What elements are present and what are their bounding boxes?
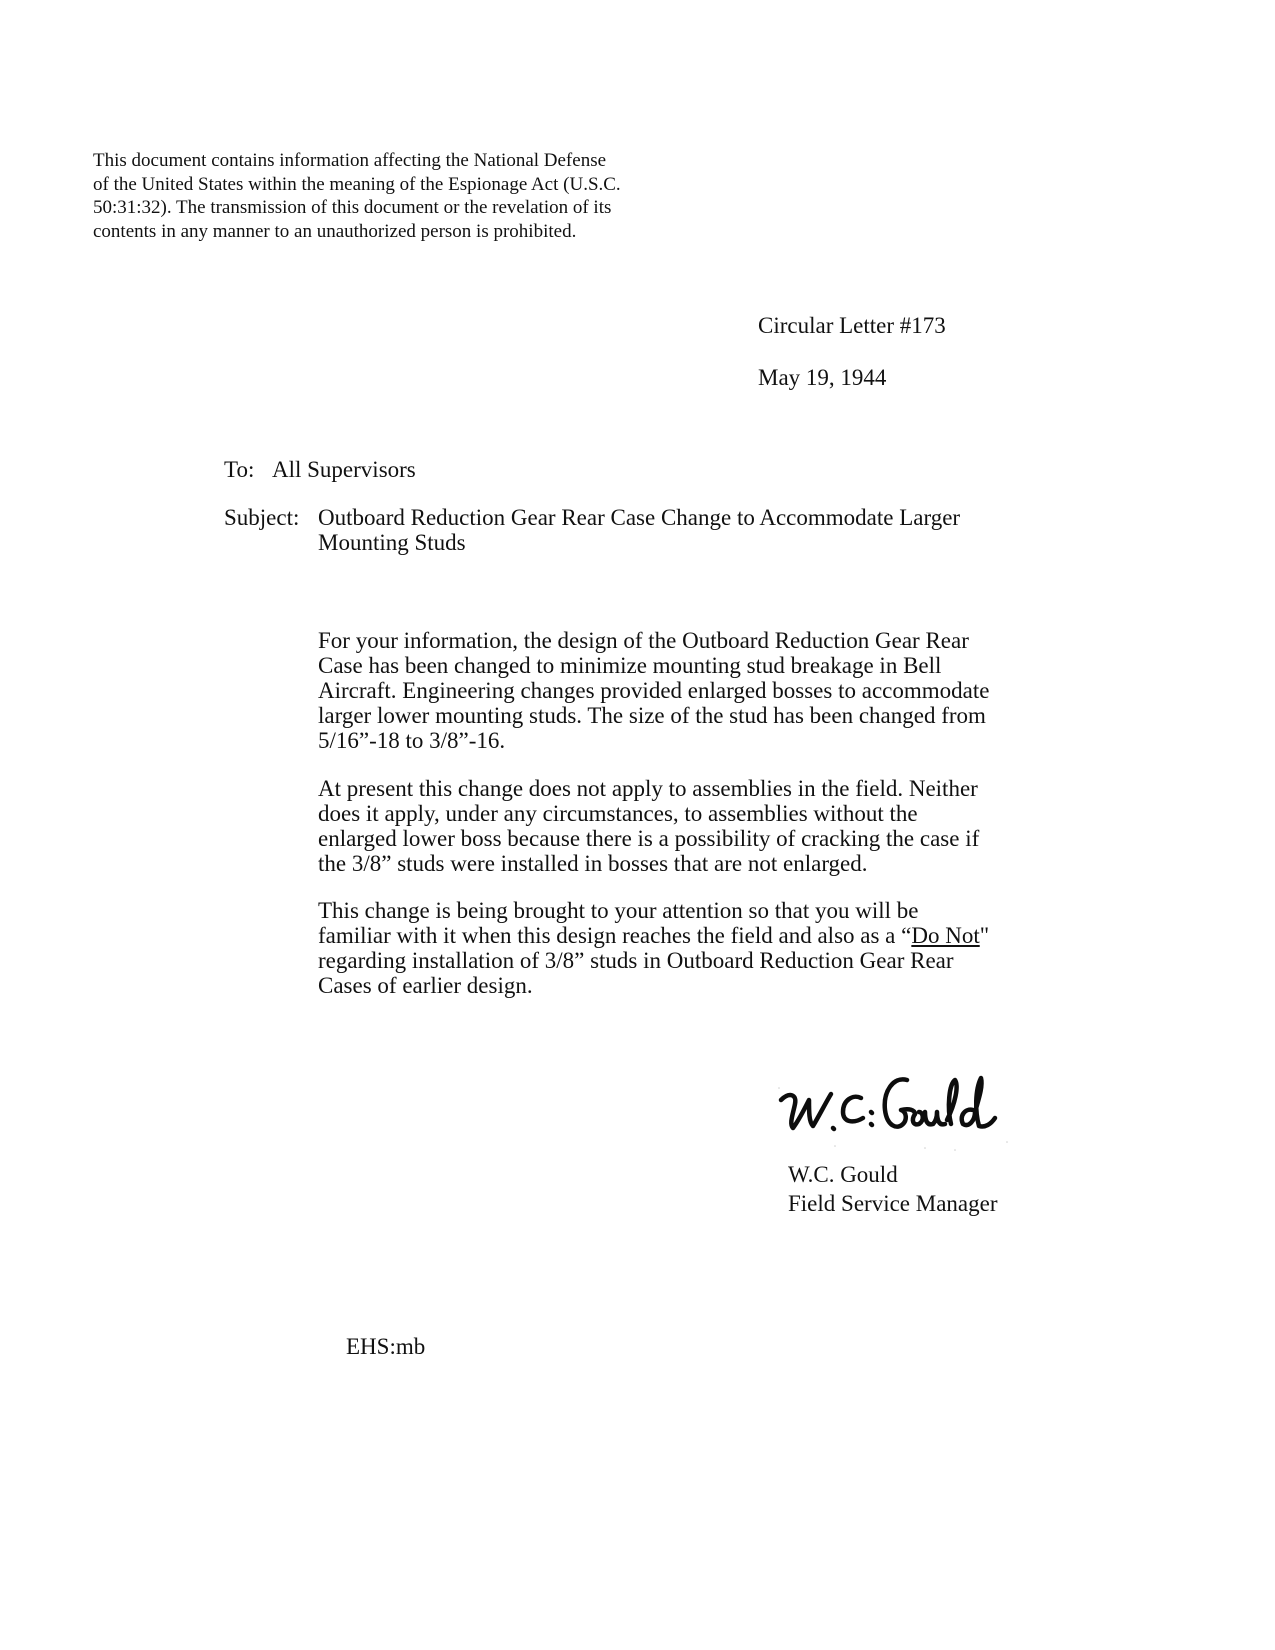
paragraph-line: This change is being brought to your attention so that you will be <box>318 898 919 923</box>
notice-line: of the United States within the meaning of the Espionage Act (U.S.C. <box>93 173 621 195</box>
paragraph-line <box>318 923 1048 948</box>
security-notice <box>93 149 693 243</box>
paragraph-text: " <box>979 923 990 948</box>
subject-line: Mounting Studs <box>318 530 466 555</box>
signer-title: Field Service Manager <box>788 1191 998 1216</box>
do-not-emphasis: Do Not <box>911 923 980 948</box>
body-paragraph-3 <box>318 898 1048 998</box>
paragraph-line: For your information, the design of the Outboard Reduction Gear Rear <box>318 628 969 653</box>
recipient-line <box>224 456 416 484</box>
paragraph-line: Case has been changed to minimize mounting stud breakage in Bell <box>318 653 942 678</box>
notice-line: contents in any manner to an unauthorized person is prohibited. <box>93 220 577 242</box>
body-paragraph-1 <box>318 628 1048 753</box>
subject-label: Subject: <box>224 505 300 530</box>
letter-date: May 19, 1944 <box>758 365 887 390</box>
paragraph-line: 5/16”-18 to 3/8”-16. <box>318 728 506 753</box>
to-label: To: <box>224 457 255 482</box>
paragraph-line: regarding installation of 3/8” studs in Outboard Reduction Gear Rear <box>318 948 954 973</box>
circular-letter-number: Circular Letter #173 <box>758 313 946 338</box>
paragraph-line: enlarged lower boss because there is a possibility of cracking the case if <box>318 826 980 851</box>
paragraph-line: Aircraft. Engineering changes provided enlarged bosses to accommodate <box>318 678 990 703</box>
typist-initials: EHS:mb <box>346 1334 426 1359</box>
subject-line: Outboard Reduction Gear Rear Case Change to Accommodate Larger <box>318 505 961 530</box>
notice-line: This document contains information affecting the National Defense <box>93 150 607 171</box>
subject-value <box>318 505 1038 555</box>
paragraph-line: does it apply, under any circumstances, to assemblies without the <box>318 801 918 826</box>
handwritten-signature <box>775 1068 1015 1158</box>
paragraph-line: the 3/8” studs were installed in bosses that are not enlarged. <box>318 851 868 876</box>
signer-name: W.C. Gould <box>788 1162 898 1187</box>
paragraph-text: familiar with it when this design reaches the field and also as a “ <box>318 923 912 948</box>
signature-block <box>788 1160 997 1218</box>
paragraph-line: Cases of earlier design. <box>318 973 533 998</box>
paragraph-line: At present this change does not apply to assemblies in the field. Neither <box>318 776 978 801</box>
notice-line: 50:31:32). The transmission of this document or the revelation of its <box>93 197 612 218</box>
to-value: All Supervisors <box>272 457 416 482</box>
paragraph-line: larger lower mounting studs. The size of the stud has been changed from <box>318 703 986 728</box>
body-paragraph-2 <box>318 776 1048 876</box>
